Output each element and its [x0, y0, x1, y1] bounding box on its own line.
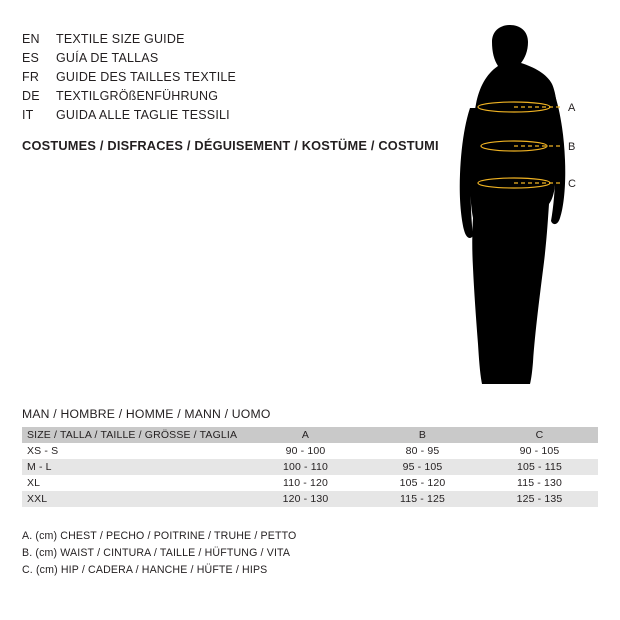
table-row	[22, 459, 598, 475]
cell-a: 100 - 110	[283, 461, 328, 473]
language-code-es: ES	[22, 51, 40, 65]
cell-a: 110 - 120	[283, 477, 328, 489]
table-row	[22, 491, 598, 507]
measure-label-a: A	[568, 102, 576, 114]
language-list	[22, 30, 402, 125]
legend-line-a: A. (cm) CHEST / PECHO / POITRINE / TRUHE / PETTO	[22, 530, 297, 542]
language-row-en	[22, 30, 402, 49]
language-row-de	[22, 87, 402, 106]
legend-line-b: B. (cm) WAIST / CINTURA / TAILLE / HÜFTUNG / VITA	[22, 547, 291, 559]
column-header-c: C	[535, 429, 544, 441]
language-row-es	[22, 49, 402, 68]
legend-line-c: C. (cm) HIP / CADERA / HANCHE / HÜFTE / HIPS	[22, 564, 268, 576]
column-header-b: B	[418, 429, 427, 441]
cell-a: 90 - 100	[285, 445, 326, 457]
table-row	[22, 443, 598, 459]
cell-b: 80 - 95	[405, 445, 440, 457]
language-code-de: DE	[22, 89, 40, 103]
language-text-fr: GUIDE DES TAILLES TEXTILE	[56, 70, 237, 84]
cell-b: 95 - 105	[402, 461, 443, 473]
language-code-fr: FR	[22, 70, 40, 84]
silhouette-icon	[430, 22, 600, 392]
measure-label-b: B	[568, 141, 576, 153]
cell-c: 115 - 130	[517, 477, 562, 489]
cell-size: XL	[27, 477, 41, 489]
language-row-fr	[22, 68, 402, 87]
language-text-it: GUIDA ALLE TAGLIE TESSILI	[56, 108, 230, 122]
language-code-en: EN	[22, 32, 40, 46]
size-table-head	[22, 427, 598, 443]
cell-size: XXL	[27, 493, 48, 505]
column-header-a: A	[301, 429, 310, 441]
cell-b: 115 - 125	[400, 493, 445, 505]
cell-a: 120 - 130	[282, 493, 329, 505]
table-header-row	[22, 427, 598, 443]
cell-c: 90 - 105	[519, 445, 560, 457]
table-row	[22, 475, 598, 491]
table-caption: MAN / HOMBRE / HOMME / MANN / UOMO	[22, 407, 271, 421]
size-table	[22, 427, 598, 507]
cell-size: XS - S	[27, 445, 59, 457]
column-header-size: SIZE / TALLA / TAILLE / GRÖSSE / TAGLIA	[27, 429, 238, 441]
size-table-body	[22, 443, 598, 507]
cell-c: 125 - 135	[516, 493, 563, 505]
cell-size: M - L	[27, 461, 52, 473]
language-text-en: TEXTILE SIZE GUIDE	[56, 32, 185, 46]
language-text-de: TEXTILGRÖßENFÜHRUNG	[56, 89, 219, 103]
mannequin-figure	[430, 22, 600, 392]
language-text-es: GUÍA DE TALLAS	[56, 51, 159, 65]
language-code-it: IT	[22, 108, 34, 122]
cell-b: 105 - 120	[399, 477, 446, 489]
cell-c: 105 - 115	[517, 461, 562, 473]
measurement-legend	[22, 528, 296, 579]
costumes-subtitle: COSTUMES / DISFRACES / DÉGUISEMENT / KOSTÜME / COSTUMI	[22, 138, 439, 153]
measure-label-c: C	[568, 178, 576, 190]
language-row-it	[22, 106, 402, 125]
